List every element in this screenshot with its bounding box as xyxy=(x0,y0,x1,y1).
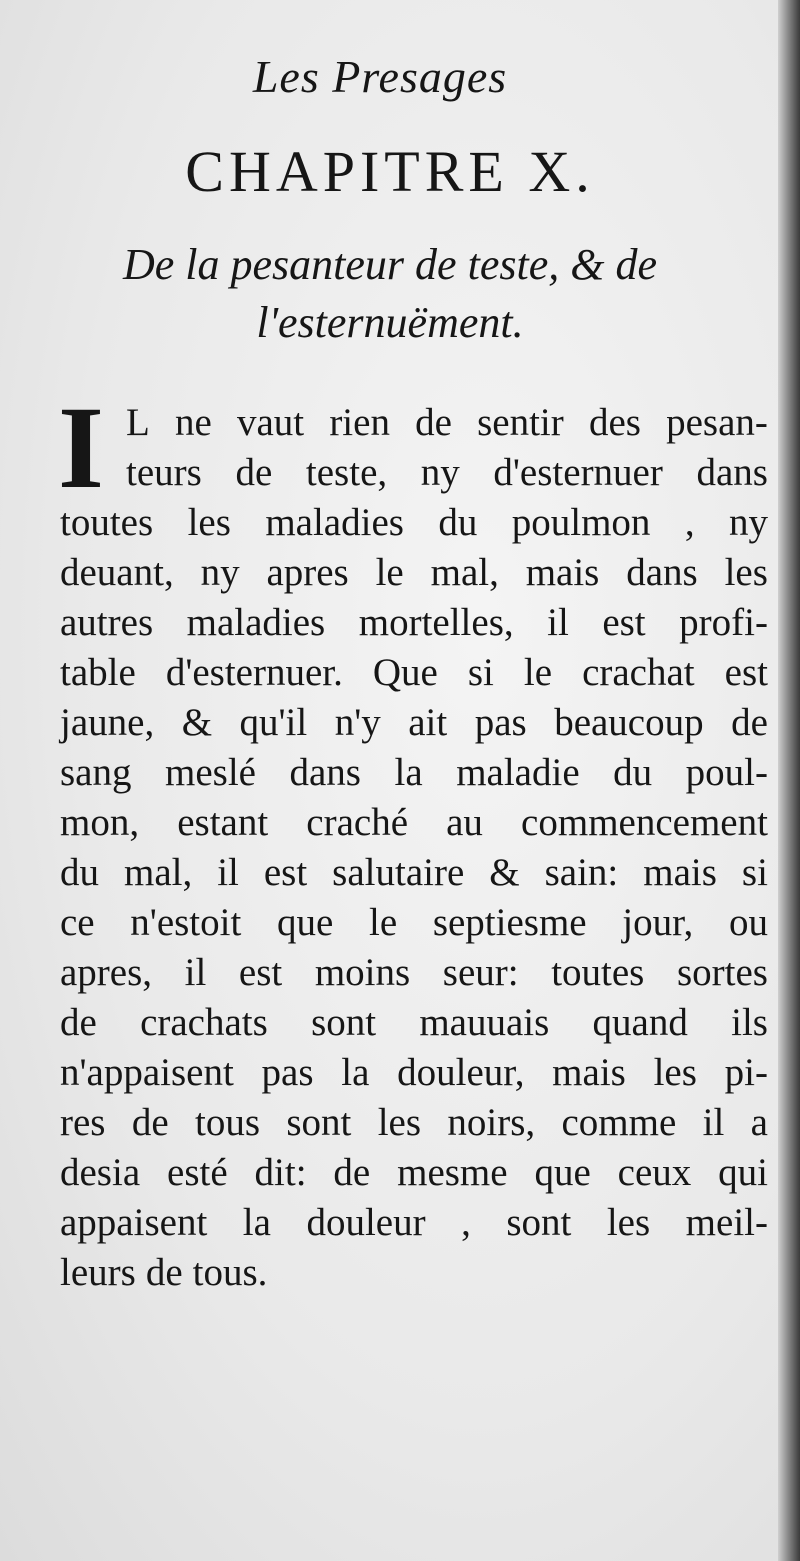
word: ceux xyxy=(617,1151,692,1194)
word: meslé xyxy=(165,751,256,794)
word: sain: xyxy=(544,851,619,894)
word: mais xyxy=(643,851,717,894)
word: le xyxy=(523,651,553,694)
word: teste, xyxy=(305,451,388,494)
word: moins xyxy=(314,951,411,994)
word: a xyxy=(750,1101,768,1144)
word: ce xyxy=(60,901,95,944)
text-line xyxy=(60,548,768,598)
text-line xyxy=(60,798,768,848)
word: douleur, xyxy=(397,1051,525,1094)
word: d'esternuer. xyxy=(165,651,343,694)
word: estant xyxy=(177,801,269,844)
word: qui xyxy=(718,1151,768,1194)
word: seur: xyxy=(442,951,519,994)
word: est xyxy=(238,951,283,994)
word: & xyxy=(181,701,213,744)
text-line xyxy=(60,698,768,748)
word: mon, xyxy=(60,801,140,844)
word: est xyxy=(602,601,646,644)
word: septiesme xyxy=(432,901,587,944)
word: du xyxy=(613,751,653,794)
page-edge xyxy=(778,0,800,1561)
word: mortelles, xyxy=(358,601,514,644)
word: de xyxy=(415,401,452,444)
word: n'estoit xyxy=(130,901,242,944)
word: leurs xyxy=(60,1251,136,1294)
drop-cap: I xyxy=(58,382,104,513)
word: il xyxy=(702,1101,725,1144)
word: pi- xyxy=(724,1051,768,1094)
word: mal, xyxy=(430,551,499,594)
word: mesme xyxy=(397,1151,508,1194)
text-line xyxy=(60,648,768,698)
text-line xyxy=(60,748,768,798)
word: ou xyxy=(728,901,768,944)
word: ne xyxy=(175,401,212,444)
word: douleur xyxy=(306,1201,426,1244)
chapter-subtitle xyxy=(40,236,740,352)
word: que xyxy=(277,901,334,944)
word: pesan- xyxy=(666,401,768,444)
word: dans xyxy=(626,551,698,594)
text-line xyxy=(60,1198,768,1248)
word: maladies xyxy=(186,601,326,644)
word: sang xyxy=(60,751,132,794)
word: maladie xyxy=(456,751,580,794)
word: il xyxy=(184,951,207,994)
subtitle-line-2: l'esternuëment. xyxy=(256,298,524,347)
text-line xyxy=(126,448,768,498)
word: L xyxy=(126,401,150,444)
word: salutaire xyxy=(332,851,465,894)
word: que xyxy=(534,1151,591,1194)
word: pas xyxy=(474,701,527,744)
text-line xyxy=(60,1098,768,1148)
word: apres, xyxy=(60,951,153,994)
text-line xyxy=(60,1048,768,1098)
word: mauuais xyxy=(419,1001,550,1044)
word: sortes xyxy=(676,951,768,994)
text-line xyxy=(126,398,768,448)
word: toutes xyxy=(60,501,154,544)
word: toutes xyxy=(551,951,645,994)
word: de xyxy=(145,1251,183,1294)
word: Que xyxy=(372,651,438,694)
word: comme xyxy=(561,1101,677,1144)
subtitle-line-1: De la pesanteur de teste, & de xyxy=(123,240,657,289)
word: , xyxy=(684,501,695,544)
word: pas xyxy=(261,1051,314,1094)
word: mal, xyxy=(123,851,193,894)
word: les xyxy=(653,1051,697,1094)
word: crachat xyxy=(582,651,695,694)
word: autres xyxy=(60,601,154,644)
word: maladies xyxy=(265,501,404,544)
word: de xyxy=(731,701,768,744)
word: les xyxy=(377,1101,422,1144)
word: res xyxy=(60,1101,106,1144)
word: est xyxy=(724,651,768,694)
word: de xyxy=(131,1101,169,1144)
word: de xyxy=(333,1151,371,1194)
word: esté xyxy=(167,1151,228,1194)
word: , xyxy=(461,1201,471,1244)
word: ils xyxy=(731,1001,768,1044)
word: tous. xyxy=(192,1251,268,1294)
word: qu'il xyxy=(239,701,308,744)
word: ait xyxy=(408,701,448,744)
word: les xyxy=(187,501,231,544)
word: du xyxy=(60,851,99,894)
word: poulmon xyxy=(511,501,651,544)
word: tous xyxy=(194,1101,260,1144)
body-text xyxy=(58,382,768,1298)
word: si xyxy=(741,851,768,894)
word: sont xyxy=(311,1001,377,1044)
word: deuant, xyxy=(60,551,174,594)
word: mais xyxy=(525,551,600,594)
word: la xyxy=(341,1051,370,1094)
word: n'appaisent xyxy=(60,1051,234,1094)
word: jour, xyxy=(622,901,694,944)
word: desia xyxy=(60,1151,141,1194)
word: si xyxy=(467,651,494,694)
word: craché xyxy=(306,801,409,844)
word: sont xyxy=(506,1201,572,1244)
word: beaucoup xyxy=(554,701,704,744)
word: n'y xyxy=(334,701,381,744)
word: sentir xyxy=(477,401,564,444)
word: de xyxy=(235,451,273,494)
word: table xyxy=(60,651,136,694)
word: ny xyxy=(200,551,240,594)
word: des xyxy=(588,401,641,444)
text-line xyxy=(60,948,768,998)
word: la xyxy=(242,1201,271,1244)
word: les xyxy=(606,1201,651,1244)
word: rien xyxy=(329,401,390,444)
word: est xyxy=(263,851,308,894)
word: dans xyxy=(696,451,768,494)
word: d'esternuer xyxy=(493,451,663,494)
word: le xyxy=(368,901,398,944)
word: les xyxy=(724,551,768,594)
word: crachats xyxy=(140,1001,268,1044)
text-line xyxy=(60,1148,768,1198)
word: apres xyxy=(266,551,349,594)
word: la xyxy=(394,751,423,794)
word: commencement xyxy=(521,801,768,844)
text-line xyxy=(60,598,768,648)
word: noirs, xyxy=(447,1101,536,1144)
word: de xyxy=(60,1001,97,1044)
text-line xyxy=(60,898,768,948)
word: quand xyxy=(592,1001,688,1044)
word: sont xyxy=(286,1101,352,1144)
word: ny xyxy=(728,501,768,544)
word: au xyxy=(446,801,483,844)
text-line xyxy=(60,848,768,898)
word: ny xyxy=(420,451,460,494)
text-line xyxy=(60,998,768,1048)
word: il xyxy=(217,851,239,894)
word: jaune, xyxy=(60,701,155,744)
chapter-title: CHAPITRE X. xyxy=(185,139,595,204)
word: mais xyxy=(552,1051,626,1094)
word: appaisent xyxy=(60,1201,208,1244)
word: & xyxy=(489,851,520,894)
word: dans xyxy=(289,751,361,794)
text-line xyxy=(60,498,768,548)
word: teurs xyxy=(126,451,202,494)
text-line xyxy=(60,1248,768,1298)
word: du xyxy=(438,501,478,544)
word: meil- xyxy=(685,1201,768,1244)
word: profi- xyxy=(679,601,768,644)
word: poul- xyxy=(685,751,768,794)
word: dit: xyxy=(254,1151,307,1194)
word: le xyxy=(375,551,404,594)
word: vaut xyxy=(236,401,305,444)
word: il xyxy=(547,601,569,644)
running-head: Les Presages xyxy=(252,51,508,102)
